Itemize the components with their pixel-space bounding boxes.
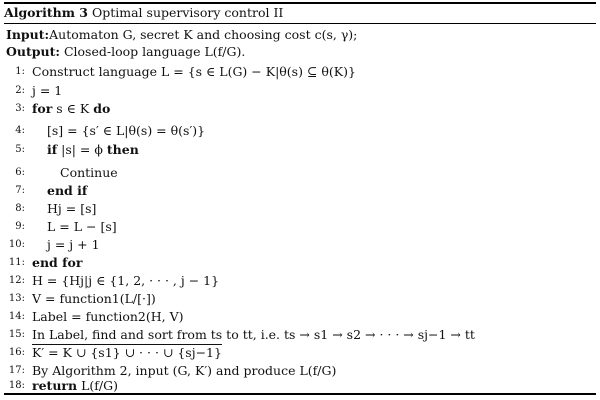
line-number: 2: <box>15 85 25 96</box>
line-text: In Label, find and sort from ts to tt, i.e. ts → s1 → s2 → · · · → sj−1 → tt <box>32 327 475 342</box>
line-number: 18: <box>8 380 25 391</box>
line-number: 15: <box>8 329 25 340</box>
line-text: By Algorithm 2, input (G, K′) and produce L(f/G) <box>32 363 337 378</box>
line-text: Construct language L = {s ∈ L(G) − K|θ(s) ⊆ θ(K)} <box>32 64 356 79</box>
input-label: Input: <box>6 27 50 42</box>
bottom-rule <box>4 393 596 395</box>
input-text: Automaton G, secret K and choosing cost c(s, γ); <box>49 27 358 42</box>
top-rule <box>4 2 596 4</box>
keyword: return <box>32 378 78 393</box>
keyword: then <box>106 142 139 157</box>
keyword: end for <box>32 255 83 270</box>
line-text: L = L − [s] <box>47 219 117 234</box>
line-text: j = j + 1 <box>47 237 100 252</box>
line-number: 16: <box>8 347 25 358</box>
line-text: K′ = K ∪ {s1} ∪ · · · ∪ {sj−1} <box>32 345 222 360</box>
line-text: Label = function2(H, V) <box>32 309 184 324</box>
line-text: V = function1(L/[·]) <box>32 291 156 306</box>
line-text <box>32 101 110 116</box>
line-number: 9: <box>15 221 25 232</box>
line-expr: s ∈ K <box>56 101 90 116</box>
line-text: Hj = [s] <box>47 201 97 216</box>
caption-rule <box>4 23 596 24</box>
line-text: j = 1 <box>32 83 63 98</box>
line-number: 13: <box>8 293 25 304</box>
output-label: Output: <box>6 44 60 59</box>
line-number: 10: <box>8 239 25 250</box>
line-expr: L(f/G) <box>81 378 118 393</box>
algorithm-label: Algorithm 3 <box>4 5 88 20</box>
line-number: 6: <box>15 167 25 178</box>
line-text <box>32 378 118 393</box>
line-text: H = {Hj|j ∈ {1, 2, · · · , j − 1} <box>32 273 220 288</box>
input-line <box>6 27 357 42</box>
output-line <box>6 44 245 59</box>
keyword: for <box>32 101 53 116</box>
algorithm-title: Optimal supervisory control II <box>91 5 284 20</box>
line-expr: |s| = ϕ <box>61 142 103 157</box>
line-number: 4: <box>15 125 25 136</box>
keyword: do <box>93 101 111 116</box>
line-number: 1: <box>15 66 25 77</box>
algorithm-box <box>4 2 596 396</box>
line-number: 17: <box>8 365 25 376</box>
keyword: end if <box>47 183 88 198</box>
line-number: 14: <box>8 311 25 322</box>
line-number: 12: <box>8 275 25 286</box>
line-number: 5: <box>15 144 25 155</box>
line-number: 8: <box>15 203 25 214</box>
algorithm-caption <box>4 5 283 20</box>
keyword: if <box>47 142 58 157</box>
output-text: Closed-loop language L(f/G). <box>63 44 246 59</box>
line-text <box>47 142 139 157</box>
line-text: Continue <box>60 165 118 180</box>
line-number: 7: <box>15 185 25 196</box>
line-text: [s] = {s′ ∈ L|θ(s) = θ(s′)} <box>47 123 206 138</box>
line-number: 11: <box>8 257 25 268</box>
line-number: 3: <box>15 103 25 114</box>
